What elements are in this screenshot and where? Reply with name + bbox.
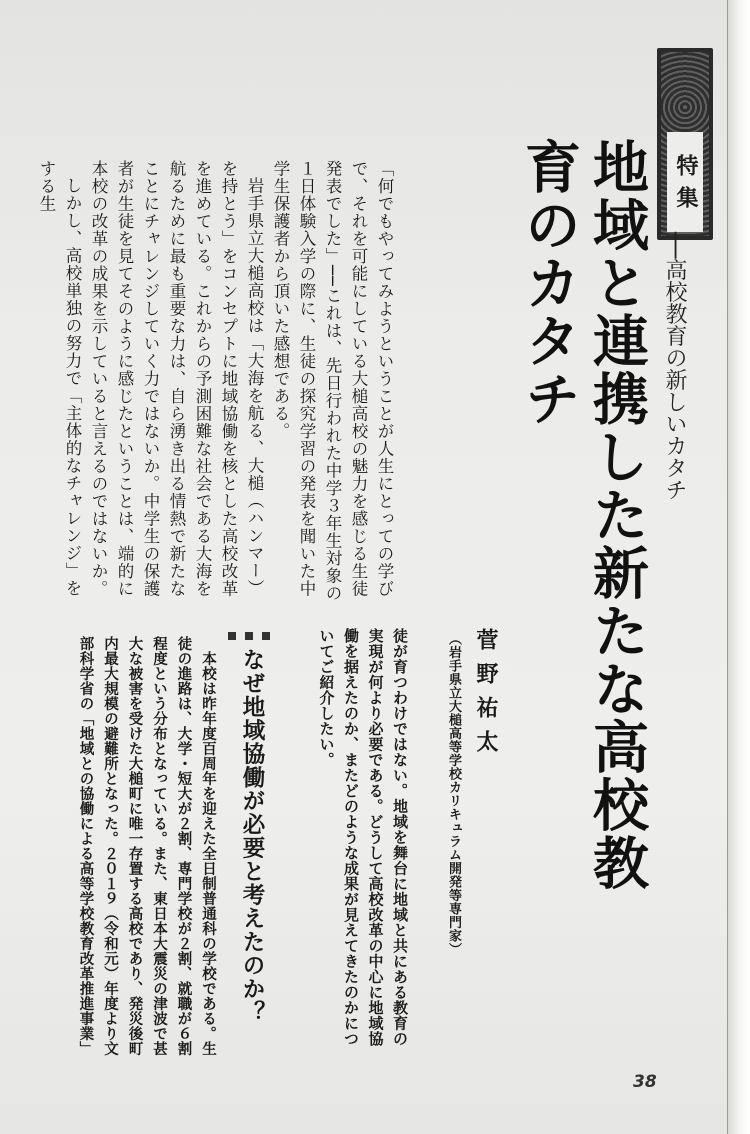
heading-marker-square	[245, 632, 253, 640]
author-block	[440, 628, 500, 1058]
section-paragraph: 本校は昨年度百周年を迎えた全日制普通科の学校である。生徒の進路は、大学・短大が２割、専門学校が２割、就職が６割程度という分布となっている。また、東日本大震災の津波で甚大な被害を受けた大槌町に唯一存置する高校であり、発災後町内最大規模の避難所となった。２０１９（令和元）年度より文部科学省の「地域との協働による高等学校教育改革推進事業」	[77, 636, 216, 1056]
feature-badge	[657, 48, 713, 240]
intro-paragraph: 「何でもやってみようということが人生にとっての学びで、それを可能にしている大槌高校の魅力を感じる生徒発表でした」──これは、先日行われた中学３年生対象の１日体験入学の際に、生徒の探究学習の発表を聞いた中学生保護者から頂いた感想である。	[271, 160, 394, 602]
author-name: 菅野祐太	[473, 628, 498, 764]
section-body	[48, 636, 220, 1056]
intro-text	[37, 160, 397, 610]
intro-continued-paragraph: 徒が育つわけではない。地域を舞台に地域と共にある教育の実現が何より必要である。どうして高校改革の中心に地域協働を据えたのか、またどのような成果が見えてきたのかについてご紹介したい。	[317, 628, 409, 1047]
author-affiliation: （岩手県立大槌高等学校カリキュラム開発等専門家）	[446, 632, 461, 956]
intro-paragraph: しかし、高校単独の努力で「主体的なチャレンジ」をする生	[37, 160, 82, 597]
heading-marker-square	[262, 632, 270, 640]
article-title: 地域と連携した新たな高校教育のカタチ	[516, 138, 649, 892]
feature-label: 特集	[667, 132, 703, 232]
page-number: 38	[633, 1072, 657, 1092]
section-heading: なぜ地域協働が必要と考えたのか？	[239, 648, 265, 1024]
feature-subtitle: ──高校教育の新しいカタチ	[662, 232, 687, 501]
intro-paragraph: 岩手県立大槌高校は「大海を航る、大槌（ハンマー）を持とう」をコンセプトに地域協働を核とした高校改革を進めている。これからの予測困難な社会である大海を航るために最も重要な力は、自ら湧き出る情熱で新たなことにチャレンジしていく力ではないか。中学生の保護者が生徒を見てそのように感じたということは、端的に本校の改革の成果を示していると言えるのではないか。	[89, 160, 264, 598]
heading-marker-square	[228, 632, 236, 640]
page-edge	[727, 0, 750, 1134]
heading-marker	[228, 632, 270, 640]
intro-continued	[290, 628, 412, 1058]
